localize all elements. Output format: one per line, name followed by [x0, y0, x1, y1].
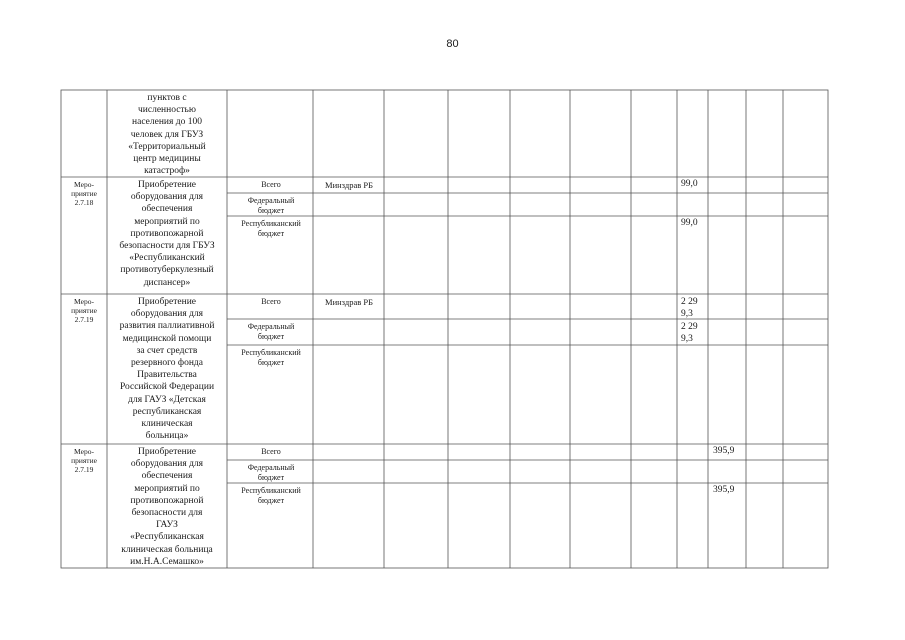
row-1-value-republic: 99,0: [681, 218, 698, 228]
row-3-id: Меро- приятие 2.7.19: [71, 447, 97, 474]
row-1-id: Меро- приятие 2.7.18: [71, 180, 97, 207]
row-2-description: Приобретение оборудования для развития паллиативной медицинской помощи за счет средств резервного фонда Правительства Российской Федерации для ГАУЗ «Детская республиканская клиническая больница»: [119, 297, 215, 442]
row-2-source-total: Всего: [261, 297, 281, 306]
page-number: 80: [446, 38, 459, 50]
row-3-source-republic: Республиканский бюджет: [241, 486, 301, 505]
row-2-value-federal: 2 29 9,3: [681, 322, 698, 344]
row-2-source-republic: Республиканский бюджет: [241, 348, 301, 367]
row-1-value-total: 99,0: [681, 179, 698, 189]
row-1-source-republic: Республиканский бюджет: [241, 219, 301, 238]
row-1-executor: Минздрав РБ: [325, 180, 373, 190]
row-2-id: Меро- приятие 2.7.19: [71, 297, 97, 324]
row-3-source-federal: Федеральный бюджет: [247, 463, 295, 482]
row-1-source-federal: Федеральный бюджет: [247, 196, 295, 215]
row-3-value-total: 395,9: [713, 446, 735, 456]
row-1-source-total: Всего: [261, 180, 281, 189]
continuation-description: пунктов с численностью населения до 100 человек для ГБУЗ «Территориальный центр медицины катастроф»: [128, 93, 206, 177]
row-3-description: Приобретение оборудования для обеспечения мероприятий по противопожарной безопасности для ГАУЗ «Республиканская клиническая больница им.Н.А.Семашко»: [121, 447, 213, 567]
row-3-value-republic: 395,9: [713, 485, 735, 495]
row-2-executor: Минздрав РБ: [325, 297, 373, 307]
row-1-description: Приобретение оборудования для обеспечения мероприятий по противопожарной безопасности для ГБУЗ «Республиканский противотуберкулезный диспансер»: [119, 180, 215, 288]
row-2-source-federal: Федеральный бюджет: [247, 322, 295, 341]
row-3-source-total: Всего: [261, 447, 281, 456]
row-2-value-total: 2 29 9,3: [681, 297, 698, 319]
